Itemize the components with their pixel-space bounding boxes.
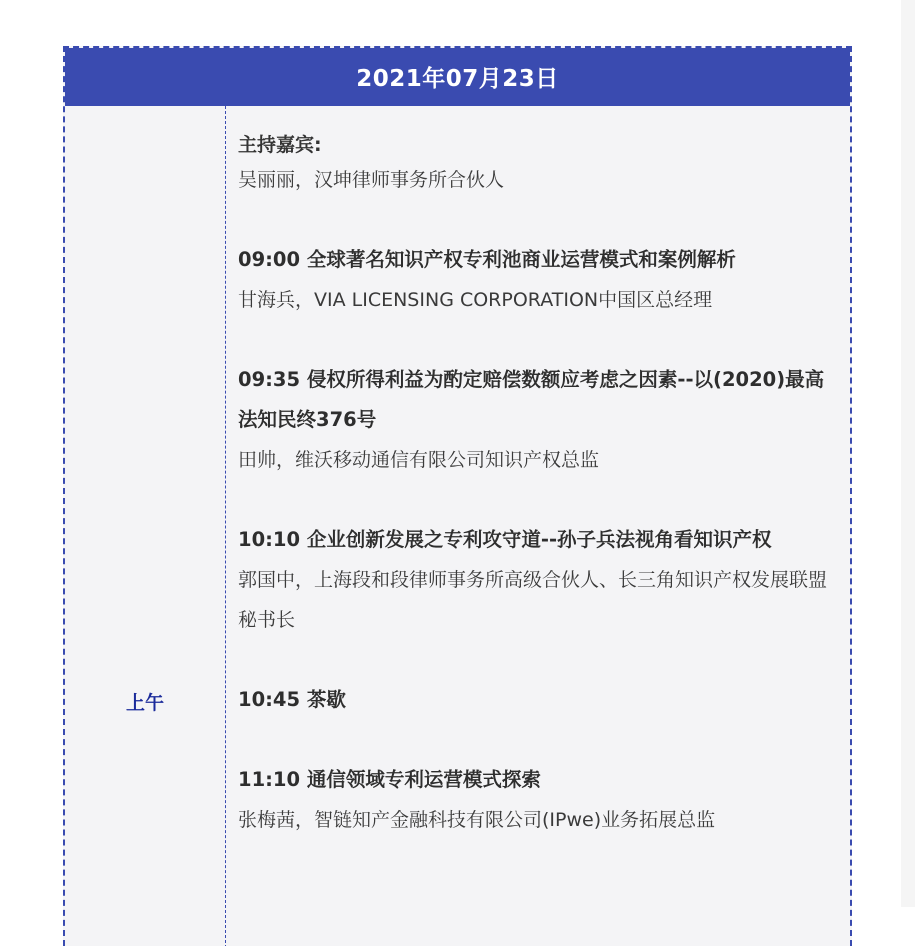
schedule-table: [63, 46, 852, 946]
agenda-item: [238, 520, 842, 640]
agenda-content: [238, 130, 842, 840]
agenda-item: [238, 240, 842, 320]
scrollbar-track[interactable]: [901, 0, 915, 907]
host-name: 吴丽丽，汉坤律师事务所合伙人: [238, 169, 505, 191]
agenda-item-title: 11:10 通信领域专利运营模式探索: [238, 768, 541, 791]
agenda-item: [238, 680, 842, 720]
date-header: 2021年07月23日: [65, 48, 850, 106]
agenda-item-title: 10:10 企业创新发展之专利攻守道--孙子兵法视角看知识产权: [238, 528, 772, 551]
agenda-item-speaker: 张梅茜，智链知产金融科技有限公司(IPwe)业务拓展总监: [238, 809, 716, 831]
agenda-item-title: 09:35 侵权所得利益为酌定赔偿数额应考虑之因素--以(2020)最高法知民终376号: [238, 368, 825, 431]
agenda-item-speaker: 田帅，维沃移动通信有限公司知识产权总监: [238, 449, 600, 471]
agenda-item-speaker: 郭国中，上海段和段律师事务所高级合伙人、长三角知识产权发展联盟秘书长: [238, 569, 828, 631]
agenda-item-speaker: 甘海兵，VIA LICENSING CORPORATION中国区总经理: [238, 289, 713, 311]
agenda-item: [238, 360, 842, 480]
agenda-item-title: 09:00 全球著名知识产权专利池商业运营模式和案例解析: [238, 248, 736, 271]
period-column: [65, 106, 226, 946]
schedule-row-morning: [65, 106, 850, 946]
host-label: 主持嘉宾:: [238, 134, 322, 156]
period-label: 上午: [125, 692, 164, 714]
agenda-item-title: 10:45 茶歇: [238, 688, 346, 711]
agenda-item: [238, 760, 842, 840]
